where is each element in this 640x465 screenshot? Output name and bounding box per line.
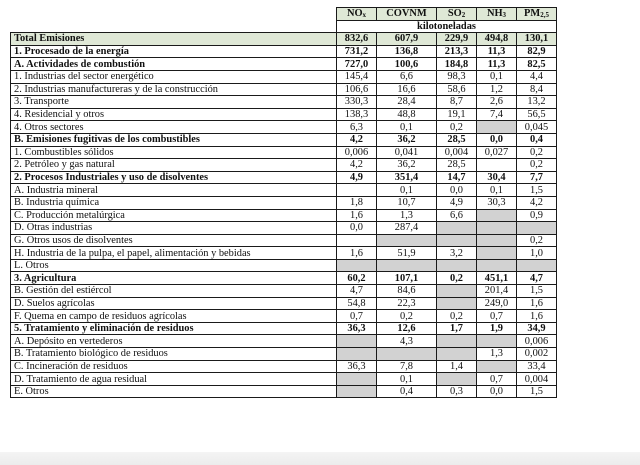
value-cell bbox=[337, 385, 377, 398]
value-cell bbox=[477, 209, 517, 222]
column-header-nox bbox=[337, 8, 377, 21]
table-row bbox=[11, 259, 557, 272]
value-cell: 0,2 bbox=[517, 159, 557, 172]
row-label: 3. Agricultura bbox=[11, 272, 337, 285]
value-cell: 56,5 bbox=[517, 108, 557, 121]
value-cell bbox=[337, 348, 377, 361]
value-cell: 4,7 bbox=[337, 285, 377, 298]
table-row bbox=[11, 184, 557, 197]
column-header-base: SO bbox=[447, 8, 462, 20]
value-cell: 0,4 bbox=[377, 385, 437, 398]
value-cell bbox=[477, 222, 517, 235]
table-row bbox=[11, 121, 557, 134]
table-row bbox=[11, 159, 557, 172]
value-cell: 832,6 bbox=[337, 33, 377, 46]
value-cell: 0,3 bbox=[437, 385, 477, 398]
row-label: D. Suelos agrícolas bbox=[11, 297, 337, 310]
row-label: 1. Industrias del sector energético bbox=[11, 70, 337, 83]
table-row bbox=[11, 133, 557, 146]
value-cell: 82,9 bbox=[517, 45, 557, 58]
table-row bbox=[11, 373, 557, 386]
value-cell: 100,6 bbox=[377, 58, 437, 71]
unit-label: kilotoneladas bbox=[337, 20, 557, 33]
value-cell bbox=[437, 335, 477, 348]
column-header-so2 bbox=[437, 8, 477, 21]
value-cell: 4,7 bbox=[517, 272, 557, 285]
value-cell: 1,3 bbox=[477, 348, 517, 361]
row-label: Total Emisiones bbox=[11, 33, 337, 46]
row-label: C. Producción metalúrgica bbox=[11, 209, 337, 222]
column-header-sub: 2 bbox=[461, 11, 466, 20]
value-cell: 11,3 bbox=[477, 58, 517, 71]
table-row bbox=[11, 272, 557, 285]
value-cell: 48,8 bbox=[377, 108, 437, 121]
value-cell: 0,0 bbox=[477, 385, 517, 398]
row-label: B. Gestión del estiércol bbox=[11, 285, 337, 298]
row-label: C. Incineración de residuos bbox=[11, 360, 337, 373]
value-cell: 1,3 bbox=[377, 209, 437, 222]
row-label: 2. Procesos Industriales y uso de disolventes bbox=[11, 171, 337, 184]
column-header-sub: 3 bbox=[502, 11, 507, 20]
value-cell bbox=[337, 234, 377, 247]
value-cell: 51,9 bbox=[377, 247, 437, 260]
page-background-shade bbox=[0, 452, 640, 465]
value-cell bbox=[477, 159, 517, 172]
row-label: 2. Industrias manufactureras y de la construcción bbox=[11, 83, 337, 96]
column-header-base: NH bbox=[486, 8, 503, 20]
column-header-base: NO bbox=[346, 8, 363, 20]
row-label: D. Otras industrias bbox=[11, 222, 337, 235]
column-header-nh3 bbox=[477, 8, 517, 21]
row-label: 4. Residencial y otros bbox=[11, 108, 337, 121]
value-cell: 84,6 bbox=[377, 285, 437, 298]
value-cell: 0,7 bbox=[477, 310, 517, 323]
column-header-base: COVNM bbox=[386, 8, 427, 20]
value-cell: 19,1 bbox=[437, 108, 477, 121]
value-cell: 249,0 bbox=[477, 297, 517, 310]
header-corner bbox=[11, 8, 337, 21]
value-cell: 1,0 bbox=[517, 247, 557, 260]
column-header-sub: x bbox=[362, 11, 367, 20]
value-cell: 213,3 bbox=[437, 45, 477, 58]
value-cell: 4,9 bbox=[437, 196, 477, 209]
value-cell: 0,041 bbox=[377, 146, 437, 159]
value-cell: 184,8 bbox=[437, 58, 477, 71]
column-header-sub: 2,5 bbox=[540, 11, 549, 20]
value-cell: 98,3 bbox=[437, 70, 477, 83]
value-cell: 14,7 bbox=[437, 171, 477, 184]
value-cell: 0,1 bbox=[477, 184, 517, 197]
value-cell: 107,1 bbox=[377, 272, 437, 285]
value-cell bbox=[517, 259, 557, 272]
value-cell: 0,004 bbox=[517, 373, 557, 386]
value-cell bbox=[437, 348, 477, 361]
value-cell: 229,9 bbox=[437, 33, 477, 46]
table-row bbox=[11, 285, 557, 298]
row-label: 1. Combustibles sólidos bbox=[11, 146, 337, 159]
value-cell: 28,4 bbox=[377, 96, 437, 109]
value-cell: 0,006 bbox=[517, 335, 557, 348]
value-cell: 58,6 bbox=[437, 83, 477, 96]
table-row bbox=[11, 385, 557, 398]
value-cell: 0,7 bbox=[477, 373, 517, 386]
value-cell: 145,4 bbox=[337, 70, 377, 83]
value-cell: 6,6 bbox=[437, 209, 477, 222]
value-cell: 351,4 bbox=[377, 171, 437, 184]
emissions-table bbox=[10, 7, 557, 398]
value-cell: 60,2 bbox=[337, 272, 377, 285]
value-cell: 0,2 bbox=[437, 310, 477, 323]
value-cell: 1,5 bbox=[517, 385, 557, 398]
value-cell: 330,3 bbox=[337, 96, 377, 109]
value-cell bbox=[377, 348, 437, 361]
table-row bbox=[11, 33, 557, 46]
value-cell: 1,6 bbox=[337, 247, 377, 260]
value-cell: 607,9 bbox=[377, 33, 437, 46]
value-cell: 30,3 bbox=[477, 196, 517, 209]
value-cell: 1,6 bbox=[517, 310, 557, 323]
value-cell: 4,4 bbox=[517, 70, 557, 83]
value-cell: 201,4 bbox=[477, 285, 517, 298]
value-cell: 36,2 bbox=[377, 133, 437, 146]
value-cell bbox=[477, 360, 517, 373]
value-cell: 494,8 bbox=[477, 33, 517, 46]
value-cell: 4,3 bbox=[377, 335, 437, 348]
value-cell bbox=[477, 234, 517, 247]
value-cell: 727,0 bbox=[337, 58, 377, 71]
table-row bbox=[11, 209, 557, 222]
row-label: B. Industria química bbox=[11, 196, 337, 209]
value-cell bbox=[437, 234, 477, 247]
value-cell: 106,6 bbox=[337, 83, 377, 96]
value-cell: 36,3 bbox=[337, 322, 377, 335]
value-cell: 0,9 bbox=[517, 209, 557, 222]
row-label: 3. Transporte bbox=[11, 96, 337, 109]
table-row bbox=[11, 108, 557, 121]
value-cell: 1,5 bbox=[517, 285, 557, 298]
value-cell: 36,2 bbox=[377, 159, 437, 172]
table-row bbox=[11, 96, 557, 109]
table-row bbox=[11, 348, 557, 361]
value-cell: 0,0 bbox=[337, 222, 377, 235]
value-cell: 0,1 bbox=[377, 184, 437, 197]
row-label: G. Otros usos de disolventes bbox=[11, 234, 337, 247]
value-cell: 0,2 bbox=[517, 234, 557, 247]
value-cell: 1,5 bbox=[517, 184, 557, 197]
value-cell: 4,2 bbox=[337, 159, 377, 172]
table-row bbox=[11, 335, 557, 348]
value-cell: 7,8 bbox=[377, 360, 437, 373]
value-cell: 22,3 bbox=[377, 297, 437, 310]
value-cell bbox=[477, 259, 517, 272]
row-label: L. Otros bbox=[11, 259, 337, 272]
value-cell: 6,3 bbox=[337, 121, 377, 134]
value-cell: 0,2 bbox=[437, 121, 477, 134]
value-cell: 0,4 bbox=[517, 133, 557, 146]
value-cell: 34,9 bbox=[517, 322, 557, 335]
value-cell: 82,5 bbox=[517, 58, 557, 71]
value-cell bbox=[477, 247, 517, 260]
table-row bbox=[11, 247, 557, 260]
value-cell bbox=[437, 222, 477, 235]
value-cell bbox=[517, 222, 557, 235]
value-cell: 10,7 bbox=[377, 196, 437, 209]
value-cell: 0,1 bbox=[377, 121, 437, 134]
row-label: D. Tratamiento de agua residual bbox=[11, 373, 337, 386]
value-cell: 0,002 bbox=[517, 348, 557, 361]
value-cell: 3,2 bbox=[437, 247, 477, 260]
value-cell: 0,1 bbox=[477, 70, 517, 83]
value-cell: 13,2 bbox=[517, 96, 557, 109]
value-cell bbox=[377, 234, 437, 247]
value-cell: 1,7 bbox=[437, 322, 477, 335]
value-cell: 0,027 bbox=[477, 146, 517, 159]
value-cell: 0,2 bbox=[377, 310, 437, 323]
table-row bbox=[11, 360, 557, 373]
value-cell bbox=[437, 259, 477, 272]
value-cell: 12,6 bbox=[377, 322, 437, 335]
value-cell: 0,045 bbox=[517, 121, 557, 134]
value-cell: 54,8 bbox=[337, 297, 377, 310]
value-cell: 0,004 bbox=[437, 146, 477, 159]
value-cell: 1,6 bbox=[337, 209, 377, 222]
value-cell bbox=[377, 259, 437, 272]
unit-row bbox=[11, 20, 557, 33]
table-row bbox=[11, 297, 557, 310]
value-cell: 7,4 bbox=[477, 108, 517, 121]
table-row bbox=[11, 45, 557, 58]
row-label: A. Industria mineral bbox=[11, 184, 337, 197]
value-cell: 451,1 bbox=[477, 272, 517, 285]
value-cell: 6,6 bbox=[377, 70, 437, 83]
table-row bbox=[11, 83, 557, 96]
value-cell: 287,4 bbox=[377, 222, 437, 235]
column-header-base: PM bbox=[524, 8, 541, 20]
value-cell: 28,5 bbox=[437, 159, 477, 172]
table-row bbox=[11, 310, 557, 323]
value-cell bbox=[437, 285, 477, 298]
row-label: 5. Tratamiento y eliminación de residuos bbox=[11, 322, 337, 335]
row-label: E. Otros bbox=[11, 385, 337, 398]
column-header-covnm bbox=[377, 8, 437, 21]
table-row bbox=[11, 171, 557, 184]
value-cell bbox=[337, 335, 377, 348]
row-label: F. Quema en campo de residuos agrícolas bbox=[11, 310, 337, 323]
table-row bbox=[11, 146, 557, 159]
row-label: 1. Procesado de la energía bbox=[11, 45, 337, 58]
value-cell: 28,5 bbox=[437, 133, 477, 146]
value-cell: 1,8 bbox=[337, 196, 377, 209]
unit-corner bbox=[11, 20, 337, 33]
value-cell bbox=[337, 259, 377, 272]
value-cell bbox=[437, 297, 477, 310]
value-cell: 36,3 bbox=[337, 360, 377, 373]
table-row bbox=[11, 196, 557, 209]
value-cell: 0,0 bbox=[477, 133, 517, 146]
table-row bbox=[11, 58, 557, 71]
table-row bbox=[11, 322, 557, 335]
column-header-pm25 bbox=[517, 8, 557, 21]
value-cell: 7,7 bbox=[517, 171, 557, 184]
value-cell: 130,1 bbox=[517, 33, 557, 46]
value-cell: 16,6 bbox=[377, 83, 437, 96]
value-cell bbox=[477, 335, 517, 348]
row-label: 2. Petróleo y gas natural bbox=[11, 159, 337, 172]
value-cell: 11,3 bbox=[477, 45, 517, 58]
value-cell: 2,6 bbox=[477, 96, 517, 109]
value-cell: 0,1 bbox=[377, 373, 437, 386]
value-cell bbox=[337, 184, 377, 197]
value-cell: 8,7 bbox=[437, 96, 477, 109]
row-label: A. Actividades de combustión bbox=[11, 58, 337, 71]
value-cell: 0,006 bbox=[337, 146, 377, 159]
value-cell bbox=[437, 373, 477, 386]
value-cell: 4,2 bbox=[337, 133, 377, 146]
value-cell: 136,8 bbox=[377, 45, 437, 58]
value-cell: 1,6 bbox=[517, 297, 557, 310]
row-label: A. Depósito en vertederos bbox=[11, 335, 337, 348]
row-label: B. Emisiones fugitivas de los combustibles bbox=[11, 133, 337, 146]
value-cell: 8,4 bbox=[517, 83, 557, 96]
value-cell: 4,9 bbox=[337, 171, 377, 184]
table-row bbox=[11, 222, 557, 235]
row-label: B. Tratamiento biológico de residuos bbox=[11, 348, 337, 361]
value-cell: 33,4 bbox=[517, 360, 557, 373]
value-cell: 1,9 bbox=[477, 322, 517, 335]
value-cell: 0,2 bbox=[437, 272, 477, 285]
value-cell: 138,3 bbox=[337, 108, 377, 121]
value-cell: 0,2 bbox=[517, 146, 557, 159]
table-row bbox=[11, 70, 557, 83]
header-row bbox=[11, 8, 557, 21]
table-row bbox=[11, 234, 557, 247]
value-cell bbox=[337, 373, 377, 386]
value-cell: 1,4 bbox=[437, 360, 477, 373]
value-cell: 30,4 bbox=[477, 171, 517, 184]
value-cell bbox=[477, 121, 517, 134]
value-cell: 0,7 bbox=[337, 310, 377, 323]
value-cell: 731,2 bbox=[337, 45, 377, 58]
value-cell: 1,2 bbox=[477, 83, 517, 96]
row-label: 4. Otros sectores bbox=[11, 121, 337, 134]
row-label: H. Industria de la pulpa, el papel, alimentación y bebidas bbox=[11, 247, 337, 260]
value-cell: 0,0 bbox=[437, 184, 477, 197]
value-cell: 4,2 bbox=[517, 196, 557, 209]
